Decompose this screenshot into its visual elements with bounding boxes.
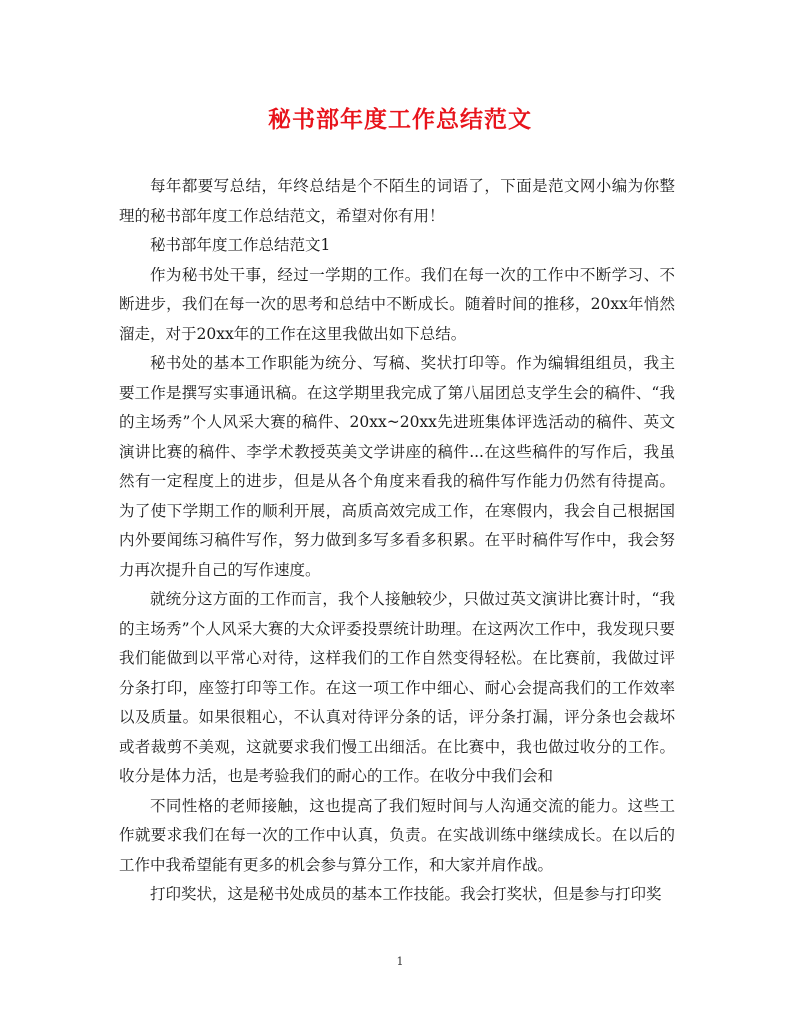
paragraph-intro: 每年都要写总结，年终总结是个不陌生的词语了，下面是范文网小编为你整理的秘书部年度工作总结范文，希望对你有用！ [119, 177, 675, 225]
paragraph: 秘书处的基本工作职能为统分、写稿、奖状打印等。作为编辑组组员，我主要工作是撰写实事通讯稿。在这学期里我完成了第八届团总支学生会的稿件、“我的主场秀”个人风采大赛的稿件、20xx~20xx先进班集体评选活动的稿件、英文演讲比赛的稿件、李学术教授英美文学讲座的稿件...在这些稿件的写作后，我虽然有一定程度上的进步，但是从各个角度来看我的稿件写作能力仍然有待提高。为了使下学期工作的顺利开展，高质高效完成工作，在寒假内，我会自己根据国内外要闻练习稿件写作，努力做到多写多看多积累。在平时稿件写作中，我会努力再次提升自己的写作速度。 [119, 354, 675, 579]
paragraph: 就统分这方面的工作而言，我个人接触较少，只做过英文演讲比赛计时，“我的主场秀”个人风采大赛的大众评委投票统计助理。在这两次工作中，我发现只要我们能做到以平常心对待，这样我们的工作自然变得轻松。在比赛前，我做过评分条打印，座签打印等工作。在这一项工作中细心、耐心会提高我们的工作效率以及质量。如果很粗心，不认真对待评分条的话，评分条打漏，评分条也会裁坏或者裁剪不美观，这就要求我们慢工出细活。在比赛中，我也做过收分的工作。收分是体力活，也是考验我们的耐心的工作。在收分中我们会和 [119, 590, 675, 785]
document-title: 秘书部年度工作总结范文 [268, 106, 532, 133]
paragraph: 不同性格的老师接触，这也提高了我们短时间与人沟通交流的能力。这些工作就要求我们在每一次的工作中认真，负责。在实战训练中继续成长。在以后的工作中我希望能有更多的机会参与算分工作，和大家并肩作战。 [119, 796, 675, 874]
section-heading: 秘书部年度工作总结范文1 [150, 236, 331, 254]
paragraph: 打印奖状，这是秘书处成员的基本工作技能。我会打奖状，但是参与打印奖 [150, 885, 662, 903]
page-number: 1 [396, 955, 404, 968]
paragraph: 作为秘书处干事，经过一学期的工作。我们在每一次的工作中不断学习、不断进步，我们在每一次的思考和总结中不断成长。随着时间的推移，20xx年悄然溜走，对于20xx年的工作在这里我做出如下总结。 [119, 265, 675, 343]
document-body [119, 172, 675, 910]
